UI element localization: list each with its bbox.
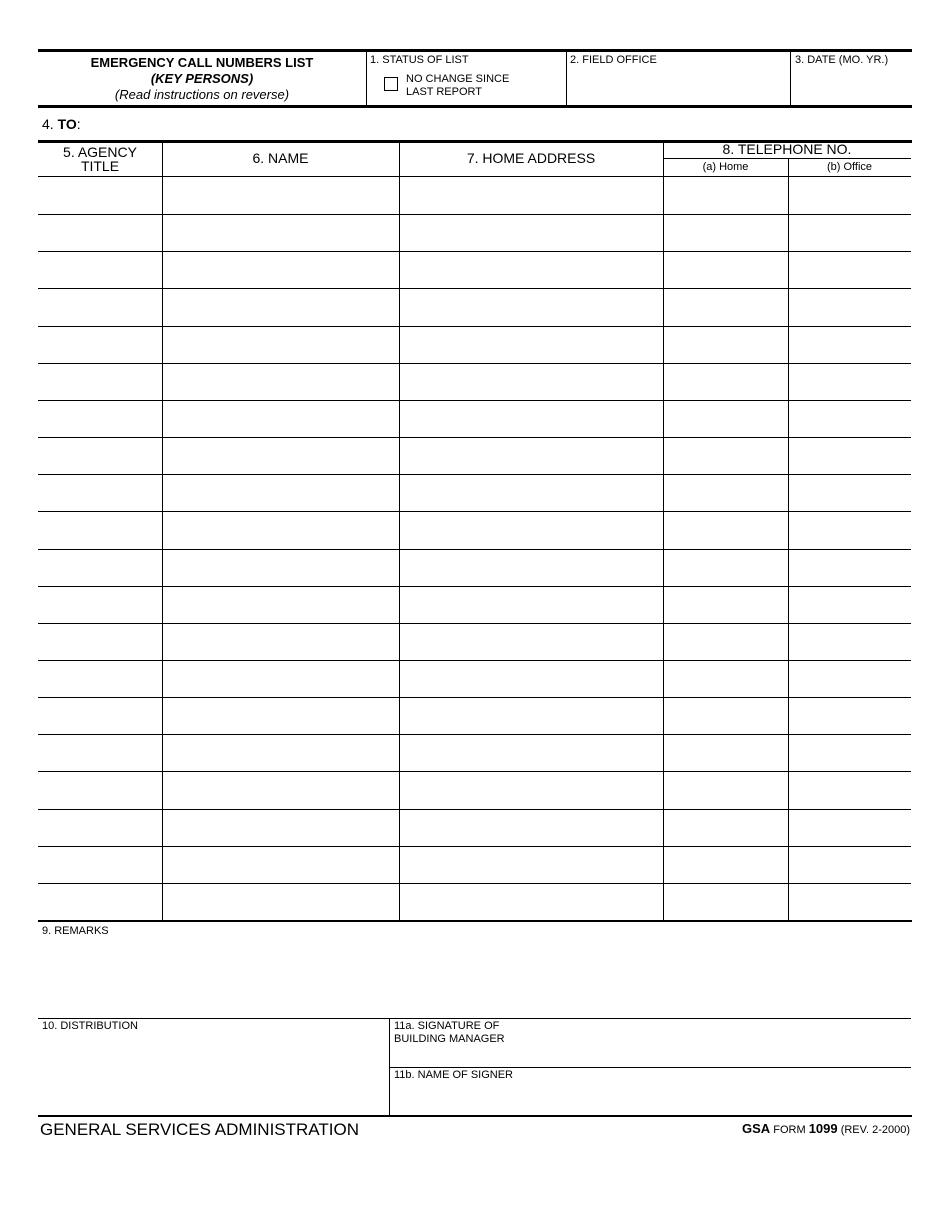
phone-office-cell[interactable] bbox=[789, 772, 910, 807]
home-address-cell[interactable] bbox=[400, 252, 662, 287]
home-address-cell[interactable] bbox=[400, 475, 662, 510]
home-address-cell[interactable] bbox=[400, 661, 662, 696]
form-title: EMERGENCY CALL NUMBERS LIST bbox=[90, 55, 314, 70]
phone-office-cell[interactable] bbox=[789, 475, 910, 510]
phone-home-cell[interactable] bbox=[664, 884, 787, 919]
agency-title-cell[interactable] bbox=[39, 587, 161, 622]
col-header-phone-office: (b) Office bbox=[826, 161, 873, 173]
phone-home-cell[interactable] bbox=[664, 698, 787, 733]
form-subtitle: (KEY PERSONS) bbox=[150, 71, 254, 86]
home-address-cell[interactable] bbox=[400, 289, 662, 324]
name-cell[interactable] bbox=[163, 661, 398, 696]
table-row-divider bbox=[38, 809, 911, 810]
distribution-top-border bbox=[38, 1018, 911, 1019]
phone-home-cell[interactable] bbox=[664, 772, 787, 807]
phone-office-cell[interactable] bbox=[789, 178, 910, 213]
footer-form-id bbox=[742, 1121, 910, 1136]
home-address-cell[interactable] bbox=[400, 587, 662, 622]
agency-title-cell[interactable] bbox=[39, 289, 161, 324]
signer-divider bbox=[389, 1067, 911, 1068]
home-address-cell[interactable] bbox=[400, 735, 662, 770]
signer-name-input[interactable] bbox=[394, 1084, 910, 1114]
to-number: 4. bbox=[42, 116, 58, 132]
name-cell[interactable] bbox=[163, 698, 398, 733]
table-row-divider bbox=[38, 363, 911, 364]
phone-office-cell[interactable] bbox=[789, 698, 910, 733]
home-address-cell[interactable] bbox=[400, 215, 662, 250]
phone-home-cell[interactable] bbox=[664, 550, 787, 585]
header-divider-2 bbox=[566, 52, 567, 105]
name-cell[interactable] bbox=[163, 327, 398, 362]
col-header-agency-line1: 5. AGENCY bbox=[63, 144, 137, 160]
no-change-line2: LAST REPORT bbox=[406, 86, 483, 98]
signature-label bbox=[394, 1020, 505, 1046]
phone-home-cell[interactable] bbox=[664, 327, 787, 362]
agency-title-cell[interactable] bbox=[39, 512, 161, 547]
name-cell[interactable] bbox=[163, 401, 398, 436]
to-colon: : bbox=[76, 116, 81, 132]
remarks-label: 9. REMARKS bbox=[42, 925, 109, 937]
phone-office-cell[interactable] bbox=[789, 364, 910, 399]
name-cell[interactable] bbox=[163, 178, 398, 213]
distribution-label: 10. DISTRIBUTION bbox=[42, 1020, 138, 1032]
phone-office-cell[interactable] bbox=[789, 438, 910, 473]
home-address-cell[interactable] bbox=[400, 364, 662, 399]
phone-subheader-line bbox=[663, 158, 911, 159]
home-address-cell[interactable] bbox=[400, 772, 662, 807]
table-row-divider bbox=[38, 288, 911, 289]
agency-title-cell[interactable] bbox=[39, 884, 161, 919]
table-row-divider bbox=[38, 326, 911, 327]
table-row-divider bbox=[38, 474, 911, 475]
name-cell[interactable] bbox=[163, 810, 398, 845]
agency-title-cell[interactable] bbox=[39, 772, 161, 807]
phone-office-cell[interactable] bbox=[789, 289, 910, 324]
agency-title-cell[interactable] bbox=[39, 327, 161, 362]
home-address-cell[interactable] bbox=[400, 401, 662, 436]
agency-title-cell[interactable] bbox=[39, 847, 161, 882]
phone-home-cell[interactable] bbox=[664, 289, 787, 324]
home-address-cell[interactable] bbox=[400, 327, 662, 362]
agency-title-cell[interactable] bbox=[39, 735, 161, 770]
phone-home-cell[interactable] bbox=[664, 252, 787, 287]
footer-form-gsa: GSA bbox=[742, 1121, 771, 1136]
phone-home-cell[interactable] bbox=[664, 215, 787, 250]
phone-home-cell[interactable] bbox=[664, 735, 787, 770]
agency-title-cell[interactable] bbox=[39, 698, 161, 733]
phone-office-cell[interactable] bbox=[789, 735, 910, 770]
table-row-divider bbox=[38, 251, 911, 252]
name-cell[interactable] bbox=[163, 550, 398, 585]
table-row-divider bbox=[38, 846, 911, 847]
header-bottom-border bbox=[38, 105, 912, 108]
phone-home-cell[interactable] bbox=[664, 624, 787, 659]
phone-office-cell[interactable] bbox=[789, 847, 910, 882]
table-row-divider bbox=[38, 511, 911, 512]
phone-office-cell[interactable] bbox=[789, 252, 910, 287]
field-office-input[interactable] bbox=[570, 70, 786, 102]
signature-label-line2: BUILDING MANAGER bbox=[394, 1033, 505, 1045]
name-cell[interactable] bbox=[163, 847, 398, 882]
phone-home-cell[interactable] bbox=[664, 847, 787, 882]
name-cell[interactable] bbox=[163, 772, 398, 807]
agency-title-cell[interactable] bbox=[39, 438, 161, 473]
phone-office-cell[interactable] bbox=[789, 550, 910, 585]
col-header-home-address: 7. HOME ADDRESS bbox=[466, 150, 596, 166]
col-header-telephone: 8. TELEPHONE NO. bbox=[722, 141, 852, 157]
phone-home-cell[interactable] bbox=[664, 438, 787, 473]
name-cell[interactable] bbox=[163, 587, 398, 622]
name-cell[interactable] bbox=[163, 512, 398, 547]
signature-label-line1: 11a. SIGNATURE OF bbox=[394, 1020, 500, 1032]
to-input[interactable] bbox=[82, 112, 910, 136]
footer-form-word: FORM bbox=[773, 1124, 806, 1136]
name-cell[interactable] bbox=[163, 289, 398, 324]
home-address-cell[interactable] bbox=[400, 847, 662, 882]
status-of-list-label: 1. STATUS OF LIST bbox=[370, 54, 469, 66]
field-office-label: 2. FIELD OFFICE bbox=[570, 54, 657, 66]
no-change-checkbox[interactable] bbox=[384, 77, 398, 91]
table-row-divider bbox=[38, 623, 911, 624]
name-cell[interactable] bbox=[163, 624, 398, 659]
remarks-input[interactable] bbox=[38, 940, 911, 1016]
agency-title-cell[interactable] bbox=[39, 624, 161, 659]
table-row-divider bbox=[38, 586, 911, 587]
phone-home-cell[interactable] bbox=[664, 178, 787, 213]
col-header-agency-title bbox=[38, 145, 162, 173]
table-row-divider bbox=[38, 697, 911, 698]
home-address-cell[interactable] bbox=[400, 624, 662, 659]
phone-home-cell[interactable] bbox=[664, 810, 787, 845]
table-row-divider bbox=[38, 400, 911, 401]
no-change-option-label bbox=[406, 73, 509, 99]
home-address-cell[interactable] bbox=[400, 810, 662, 845]
header-top-border bbox=[38, 49, 912, 52]
home-address-cell[interactable] bbox=[400, 884, 662, 919]
name-cell[interactable] bbox=[163, 475, 398, 510]
distribution-input[interactable] bbox=[38, 1034, 388, 1114]
no-change-line1: NO CHANGE SINCE bbox=[406, 73, 510, 85]
date-input[interactable] bbox=[795, 70, 909, 102]
phone-home-cell[interactable] bbox=[664, 661, 787, 696]
table-row-divider bbox=[38, 883, 911, 884]
agency-title-cell[interactable] bbox=[39, 178, 161, 213]
name-cell[interactable] bbox=[163, 252, 398, 287]
signer-name-label: 11b. NAME OF SIGNER bbox=[394, 1069, 513, 1081]
phone-home-cell[interactable] bbox=[664, 364, 787, 399]
agency-title-cell[interactable] bbox=[39, 364, 161, 399]
agency-title-cell[interactable] bbox=[39, 215, 161, 250]
name-cell[interactable] bbox=[163, 735, 398, 770]
home-address-cell[interactable] bbox=[400, 438, 662, 473]
table-row-divider bbox=[38, 437, 911, 438]
phone-office-cell[interactable] bbox=[789, 401, 910, 436]
to-word: TO bbox=[57, 116, 77, 132]
agency-title-cell[interactable] bbox=[39, 475, 161, 510]
footer-form-rev: (REV. 2-2000) bbox=[840, 1124, 910, 1136]
home-address-cell[interactable] bbox=[400, 178, 662, 213]
phone-home-cell[interactable] bbox=[664, 401, 787, 436]
home-address-cell[interactable] bbox=[400, 512, 662, 547]
to-label bbox=[42, 116, 81, 132]
name-cell[interactable] bbox=[163, 364, 398, 399]
phone-office-cell[interactable] bbox=[789, 327, 910, 362]
footer-agency: GENERAL SERVICES ADMINISTRATION bbox=[40, 1120, 359, 1139]
footer-form-number: 1099 bbox=[808, 1121, 838, 1136]
col-header-phone-home: (a) Home bbox=[702, 161, 749, 173]
name-cell[interactable] bbox=[163, 215, 398, 250]
agency-title-cell[interactable] bbox=[39, 252, 161, 287]
col-header-agency-line2: TITLE bbox=[80, 158, 120, 174]
table-row-divider bbox=[38, 771, 911, 772]
phone-office-cell[interactable] bbox=[789, 884, 910, 919]
date-label: 3. DATE (MO. YR.) bbox=[795, 54, 889, 66]
table-header-bottom bbox=[38, 176, 911, 177]
agency-title-cell[interactable] bbox=[39, 401, 161, 436]
phone-office-cell[interactable] bbox=[789, 215, 910, 250]
col-header-name: 6. NAME bbox=[252, 150, 309, 166]
name-cell[interactable] bbox=[163, 884, 398, 919]
home-address-cell[interactable] bbox=[400, 698, 662, 733]
table-row-divider bbox=[38, 549, 911, 550]
table-row-divider bbox=[38, 214, 911, 215]
form-instructions: (Read instructions on reverse) bbox=[114, 87, 290, 102]
agency-title-cell[interactable] bbox=[39, 661, 161, 696]
footer-top-border bbox=[38, 1115, 912, 1117]
name-cell[interactable] bbox=[163, 438, 398, 473]
phone-home-cell[interactable] bbox=[664, 475, 787, 510]
phone-office-cell[interactable] bbox=[789, 587, 910, 622]
table-row-divider bbox=[38, 660, 911, 661]
phone-office-cell[interactable] bbox=[789, 661, 910, 696]
agency-title-cell[interactable] bbox=[39, 810, 161, 845]
table-bottom-border bbox=[38, 920, 912, 922]
header-divider-3 bbox=[790, 52, 791, 105]
phone-office-cell[interactable] bbox=[789, 624, 910, 659]
agency-title-cell[interactable] bbox=[39, 550, 161, 585]
home-address-cell[interactable] bbox=[400, 550, 662, 585]
signature-field[interactable] bbox=[510, 1020, 910, 1066]
phone-home-cell[interactable] bbox=[664, 587, 787, 622]
table-row-divider bbox=[38, 734, 911, 735]
phone-home-cell[interactable] bbox=[664, 512, 787, 547]
phone-office-cell[interactable] bbox=[789, 810, 910, 845]
phone-office-cell[interactable] bbox=[789, 512, 910, 547]
header-divider-1 bbox=[366, 52, 367, 105]
